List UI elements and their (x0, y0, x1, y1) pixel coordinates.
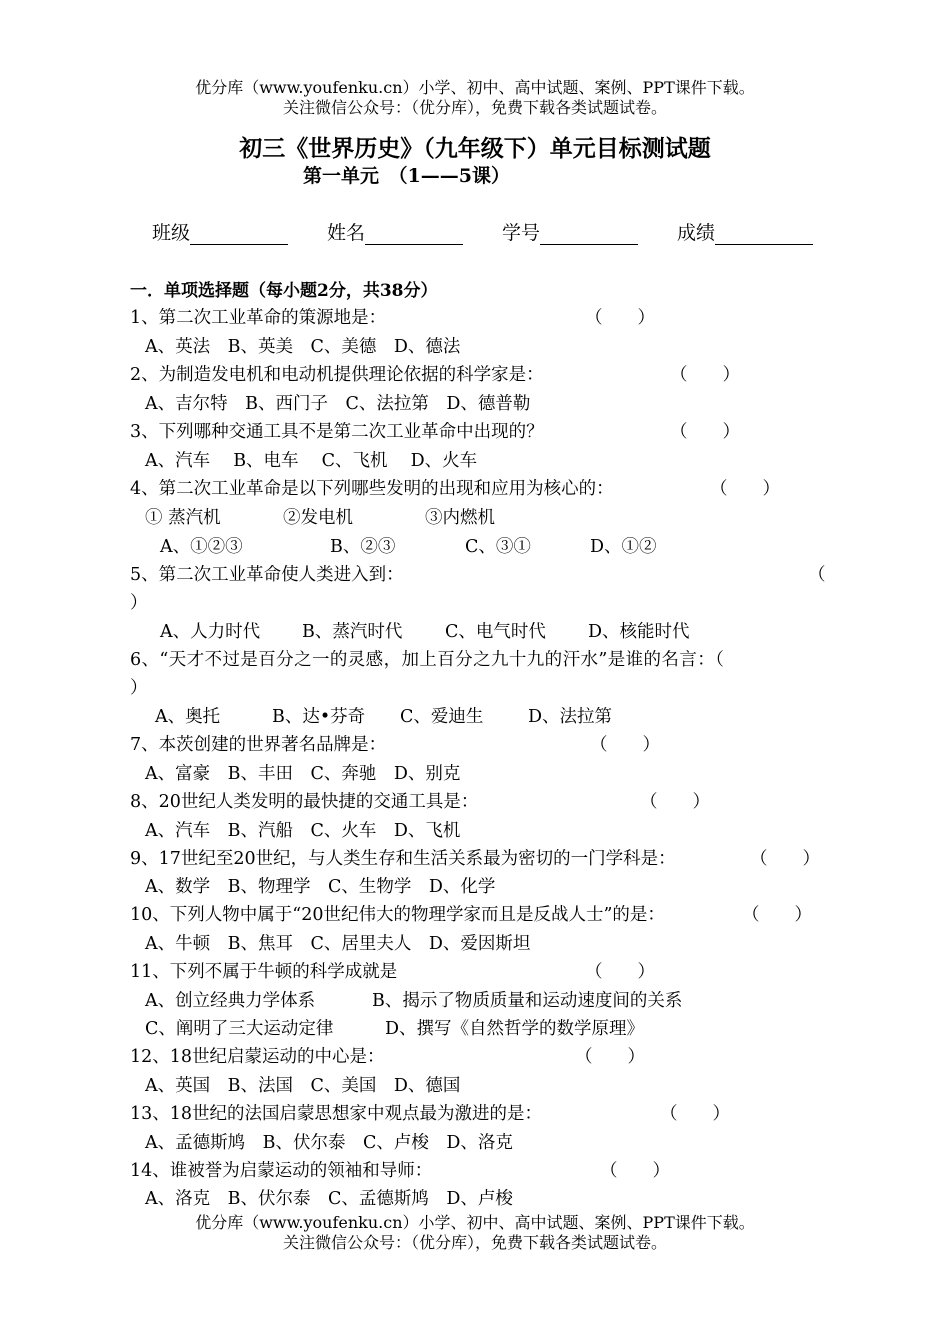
name-label: 姓名 (327, 222, 366, 244)
q11-option-a: A、创立经典力学体系 (145, 991, 316, 1011)
q6-option-d: D、法拉第 (528, 707, 613, 727)
page-subtitle: 第一单元 （1——5课） (303, 165, 510, 187)
answer-paren-7[interactable]: （ ） (590, 735, 660, 755)
answer-paren-4[interactable]: （ ） (710, 479, 780, 499)
section-heading: 一．单项选择题（每小题2分，共38分） (130, 281, 438, 301)
options-7: A、富豪 B、丰田 C、奔驰 D、别克 (145, 764, 461, 784)
number-blank[interactable] (540, 222, 638, 245)
answer-paren-10[interactable]: （ ） (742, 905, 812, 925)
score-label: 成绩 (677, 222, 716, 244)
question-13: 13、18世纪的法国启蒙思想家中观点最为激进的是： (130, 1104, 543, 1124)
options-9: A、数学 B、物理学 C、生物学 D、化学 (145, 877, 496, 897)
q4-item-1: ① 蒸汽机 (145, 508, 221, 528)
class-field[interactable] (152, 218, 288, 245)
q4-item-3: ③内燃机 (425, 508, 495, 528)
score-field[interactable] (677, 218, 813, 245)
answer-paren-3[interactable]: （ ） (670, 422, 740, 442)
question-1: 1、第二次工业革命的策源地是： (130, 308, 387, 328)
options-3: A、汽车 B、电车 C、飞机 D、火车 (145, 451, 478, 471)
q4-item-2: ②发电机 (283, 508, 353, 528)
question-11: 11、下列不属于牛顿的科学成就是 (130, 962, 398, 982)
options-10: A、牛顿 B、焦耳 C、居里夫人 D、爱因斯坦 (145, 934, 531, 954)
q4-option-c: C、③① (465, 537, 531, 557)
answer-paren-1[interactable]: （ ） (585, 308, 655, 328)
options-1: A、英法 B、英美 C、美德 D、德法 (145, 337, 461, 357)
q5-option-c: C、电气时代 (445, 622, 546, 642)
score-blank[interactable] (715, 222, 813, 245)
q6-option-a: A、奥托 (155, 707, 221, 727)
q6-option-c: C、爱迪生 (400, 707, 484, 727)
number-field[interactable] (502, 218, 638, 245)
q4-option-d: D、①② (590, 537, 657, 557)
q4-option-a: A、①②③ (160, 537, 243, 557)
header-line-2: 关注微信公众号：（优分库），免费下载各类试题试卷。 (282, 98, 667, 117)
answer-paren-11[interactable]: （ ） (585, 962, 655, 982)
answer-paren-6-close: ） (130, 678, 148, 698)
q11-option-d: D、撰写《自然哲学的数学原理》 (385, 1019, 645, 1039)
q11-option-c: C、阐明了三大运动定律 (145, 1019, 334, 1039)
question-10: 10、下列人物中属于“20世纪伟大的物理学家而且是反战人士”的是： (130, 905, 665, 925)
page-title: 初三《世界历史》（九年级下）单元目标测试题 (239, 135, 711, 162)
question-3: 3、下列哪种交通工具不是第二次工业革命中出现的？ (130, 422, 544, 442)
footer-line-1: 优分库（www.youfenku.cn）小学、初中、高中试题、案例、PPT课件下载。 (195, 1213, 755, 1232)
answer-paren-5-open[interactable]: （ (808, 565, 826, 585)
q6-option-b: B、达•芬奇 (272, 707, 366, 727)
answer-paren-5-close: ） (130, 593, 148, 613)
answer-paren-9[interactable]: （ ） (750, 849, 820, 869)
question-7: 7、本茨创建的世界著名品牌是： (130, 735, 387, 755)
answer-paren-8[interactable]: （ ） (640, 792, 710, 812)
question-9: 9、17世纪至20世纪，与人类生存和生活关系最为密切的一门学科是： (130, 849, 676, 869)
options-2: A、吉尔特 B、西门子 C、法拉第 D、德普勒 (145, 394, 531, 414)
question-14: 14、谁被誉为启蒙运动的领袖和导师： (130, 1161, 433, 1181)
question-2: 2、为制造发电机和电动机提供理论依据的科学家是： (130, 365, 544, 385)
question-4: 4、第二次工业革命是以下列哪些发明的出现和应用为核心的： (130, 479, 614, 499)
number-label: 学号 (502, 222, 541, 244)
options-8: A、汽车 B、汽船 C、火车 D、飞机 (145, 821, 461, 841)
options-14: A、洛克 B、伏尔泰 C、孟德斯鸠 D、卢梭 (145, 1189, 513, 1209)
question-12: 12、18世纪启蒙运动的中心是： (130, 1047, 385, 1067)
options-12: A、英国 B、法国 C、美国 D、德国 (145, 1076, 461, 1096)
q5-option-d: D、核能时代 (588, 622, 690, 642)
answer-paren-13[interactable]: （ ） (660, 1104, 730, 1124)
class-blank[interactable] (190, 222, 288, 245)
class-label: 班级 (152, 222, 191, 244)
q5-option-a: A、人力时代 (160, 622, 261, 642)
answer-paren-14[interactable]: （ ） (600, 1161, 670, 1181)
q4-option-b: B、②③ (330, 537, 396, 557)
options-13: A、孟德斯鸠 B、伏尔泰 C、卢梭 D、洛克 (145, 1133, 513, 1153)
q11-option-b: B、揭示了物质质量和运动速度间的关系 (372, 991, 683, 1011)
answer-paren-2[interactable]: （ ） (670, 365, 740, 385)
question-8: 8、20世纪人类发明的最快捷的交通工具是： (130, 792, 479, 812)
footer-line-2: 关注微信公众号：（优分库），免费下载各类试题试卷。 (282, 1233, 667, 1252)
answer-paren-12[interactable]: （ ） (575, 1047, 645, 1067)
q5-option-b: B、蒸汽时代 (302, 622, 403, 642)
question-6: 6、“天才不过是百分之一的灵感，加上百分之九十九的汗水”是谁的名言：（ (130, 650, 725, 670)
question-5: 5、第二次工业革命使人类进入到： (130, 565, 404, 585)
name-field[interactable] (327, 218, 463, 245)
header-line-1: 优分库（www.youfenku.cn）小学、初中、高中试题、案例、PPT课件下载。 (195, 78, 755, 97)
name-blank[interactable] (365, 222, 463, 245)
